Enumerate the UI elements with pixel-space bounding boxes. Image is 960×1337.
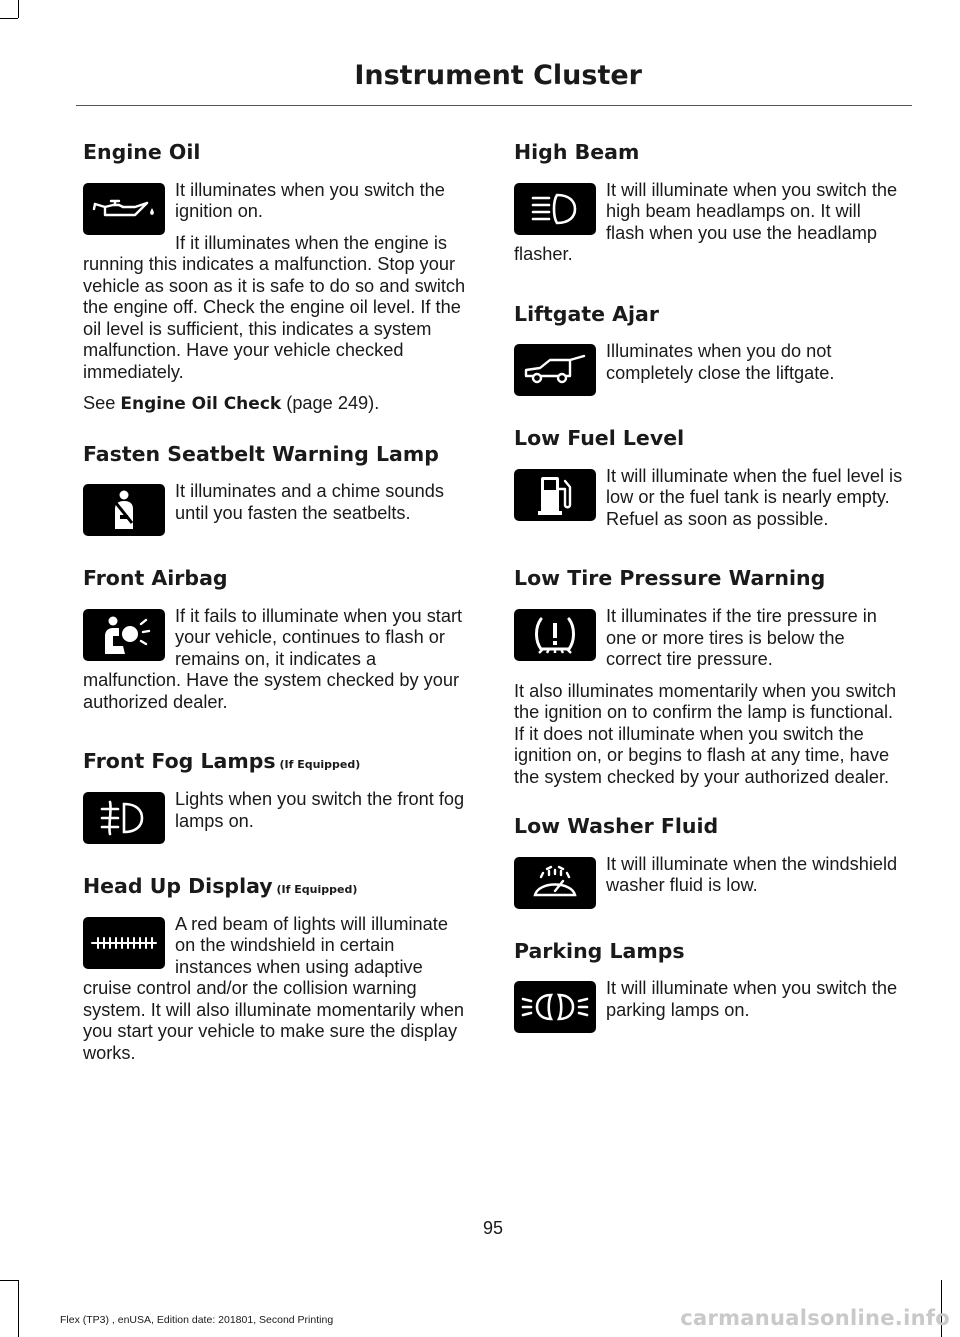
chapter-title-wrap xyxy=(0,60,912,91)
section-head-up-display xyxy=(83,874,473,1074)
page-number: 95 xyxy=(482,1218,504,1238)
section-text: It will illuminate when you switch the high beam headlamps on. It will flash when you use the headlamp flasher. xyxy=(514,179,898,265)
section-high-beam xyxy=(514,140,904,276)
fog-lamp-icon xyxy=(83,792,165,844)
heading-main: Front Fog Lamps xyxy=(83,749,276,774)
seatbelt-icon xyxy=(83,484,165,536)
section-text: It also illuminates momentarily when you switch the ignition on to confirm the lamp is functional. If it does not illuminate when you switch the ignition on, or begins to flash at any time, have the system checked by your authorized dealer. xyxy=(514,680,897,787)
section-text: If it illuminates when the engine is running this indicates a malfunction. Stop your vehicle as soon as it is safe to do so and switch the engine off. Check the engine oil level. If the oil level is sufficient, this indicates a system malfunction. Have your vehicle checked immediately. xyxy=(83,232,466,382)
section-text: If it fails to illuminate when you start your vehicle, continues to flash or remains on, it indicates a malfunction. Have the system checked by your authorized dealer. xyxy=(83,605,463,712)
tire-pressure-icon xyxy=(514,609,596,661)
liftgate-icon xyxy=(514,344,596,396)
head-up-display-icon xyxy=(83,917,165,969)
washer-fluid-icon xyxy=(514,857,596,909)
watermark: carmanualsonline.info xyxy=(680,1306,950,1330)
section-text: It illuminates when you switch the ignition on. xyxy=(175,179,445,222)
section-liftgate-ajar xyxy=(514,302,904,401)
section-heading: Fasten Seatbelt Warning Lamp xyxy=(83,441,439,466)
section-heading: Parking Lamps xyxy=(514,938,685,963)
section-heading: Low Washer Fluid xyxy=(514,814,719,838)
section-low-tire-pressure xyxy=(514,566,904,788)
section-parking-lamps xyxy=(514,939,904,1038)
section-heading xyxy=(83,874,473,900)
chapter-title: Instrument Cluster xyxy=(354,60,642,91)
section-text: It illuminates if the tire pressure in one or more tires is below the correct tire pressure. xyxy=(606,606,877,669)
crop-mark xyxy=(18,0,19,18)
if-equipped-note: (If Equipped) xyxy=(275,758,361,772)
crop-mark xyxy=(18,1280,19,1337)
high-beam-icon xyxy=(514,183,596,235)
section-heading: Liftgate Ajar xyxy=(514,301,659,326)
crop-mark xyxy=(0,1280,18,1281)
heading-main: Head Up Display xyxy=(83,874,273,898)
crop-mark xyxy=(0,18,18,19)
section-heading: Engine Oil xyxy=(83,140,201,164)
section-text: A red beam of lights will illuminate on the windshield in certain instances when using adaptive cruise control and/or the collision warning system. It will also illuminate momentarily when you start your vehicle to make sure the display works. xyxy=(83,913,465,1063)
see-suffix: (page 249). xyxy=(281,393,380,414)
section-text: It will illuminate when the windshield washer fluid is low. xyxy=(606,853,898,896)
cross-reference xyxy=(83,393,473,416)
section-text: Lights when you switch the front fog lamps on. xyxy=(175,789,465,831)
right-column xyxy=(514,140,904,1063)
section-engine-oil xyxy=(83,140,473,416)
airbag-icon xyxy=(83,609,165,661)
section-heading: Low Fuel Level xyxy=(514,426,685,451)
cross-reference-link[interactable]: Engine Oil Check xyxy=(120,394,282,415)
section-text: It will illuminate when the fuel level is low or the fuel tank is nearly empty. Refuel as soon as possible. xyxy=(606,465,903,529)
section-low-washer-fluid xyxy=(514,814,904,913)
parking-lamps-icon xyxy=(514,981,596,1033)
section-text: It illuminates and a chime sounds until you fasten the seatbelts. xyxy=(175,481,444,523)
section-seatbelt xyxy=(83,442,473,541)
section-heading: High Beam xyxy=(514,140,640,164)
section-text: It will illuminate when you switch the parking lamps on. xyxy=(606,978,898,1020)
left-column xyxy=(83,140,473,1100)
section-front-airbag xyxy=(83,566,473,723)
section-heading: Low Tire Pressure Warning xyxy=(514,566,826,591)
fuel-pump-icon xyxy=(514,469,596,521)
see-prefix: See xyxy=(83,393,121,414)
header-rule xyxy=(76,105,912,106)
section-front-fog-lamps xyxy=(83,749,473,848)
footer-edition: Flex (TP3) , enUSA, Edition date: 201801, Second Printing xyxy=(60,1314,334,1326)
engine-oil-icon xyxy=(83,183,165,235)
if-equipped-note: (If Equipped) xyxy=(272,883,358,896)
section-heading: Front Airbag xyxy=(83,566,228,591)
section-text: Illuminates when you do not completely close the liftgate. xyxy=(606,341,835,383)
section-heading xyxy=(83,749,473,775)
section-low-fuel-level xyxy=(514,426,904,540)
